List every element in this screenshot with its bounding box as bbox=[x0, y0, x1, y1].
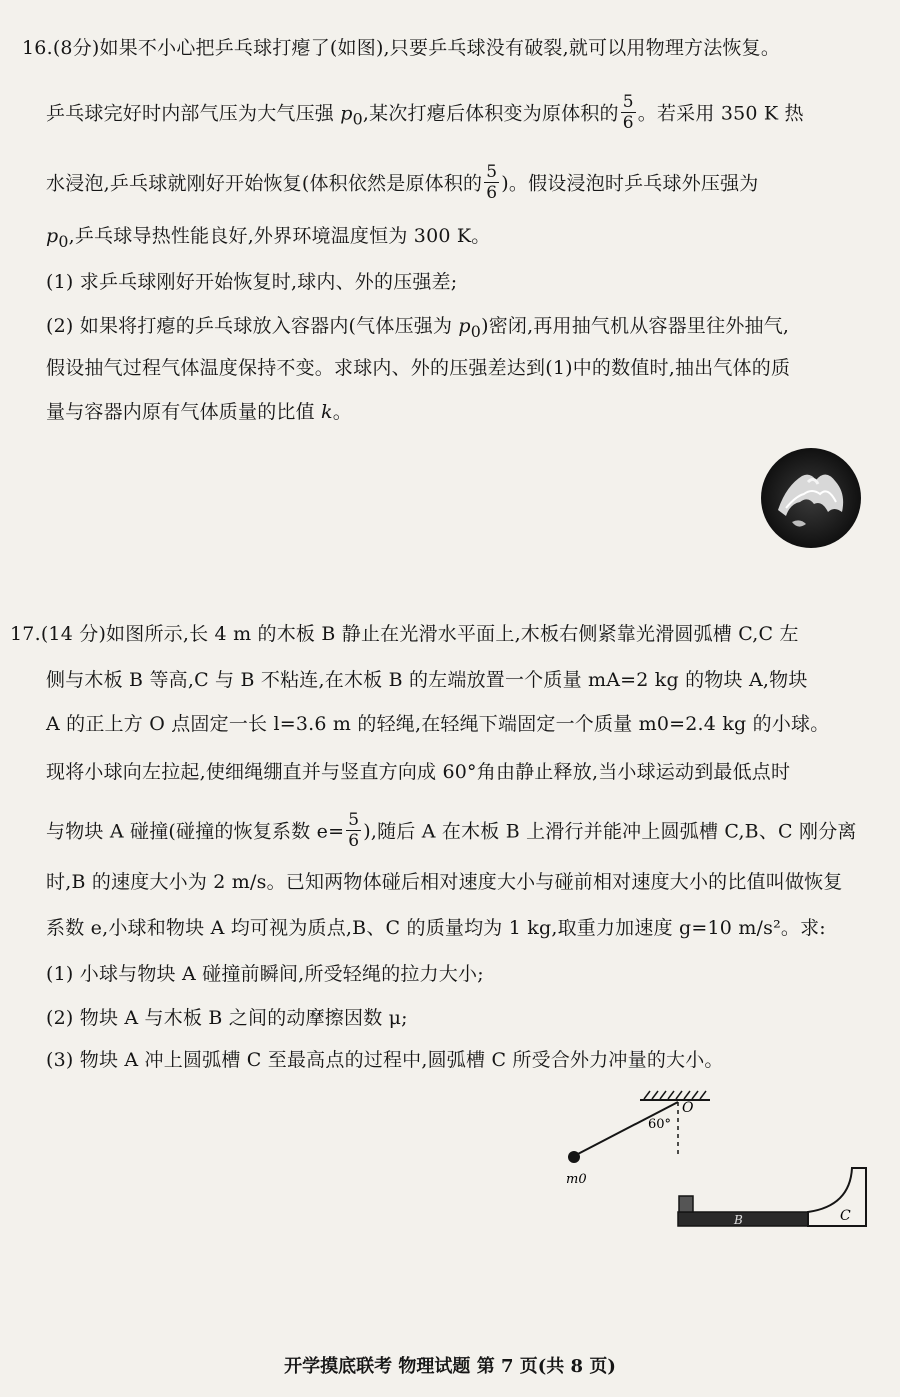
q16-line-4: $p_0$,乒乓球导热性能良好,外界环境温度恒为 300 K。 bbox=[46, 225, 491, 251]
ball-m0 bbox=[568, 1151, 580, 1163]
q16-sub-2-line-2: 假设抽气过程气体温度保持不变。求球内、外的压强差达到(1)中的数值时,抽出气体的质 bbox=[46, 357, 791, 379]
label-angle: 60° bbox=[648, 1117, 672, 1132]
fraction-five-sixths: $\frac{5}{6}$ bbox=[622, 92, 634, 133]
label-B: B bbox=[734, 1213, 743, 1227]
q17-sub-3: (3) 物块 A 冲上圆弧槽 C 至最高点的过程中,圆弧槽 C 所受合外力冲量的大小。 bbox=[46, 1049, 724, 1071]
q17-line-5: 与物块 A 碰撞(碰撞的恢复系数 e= $\frac{5}{6}$ ),随后 A 在木板 B 上滑行并能冲上圆弧槽 C,B、C 刚分离 bbox=[46, 810, 857, 851]
label-m0: m0 bbox=[566, 1172, 587, 1187]
board-B bbox=[678, 1212, 808, 1226]
q16-line-1: 16.(8分)如果不小心把乒乓球打瘪了(如图),只要乒乓球没有破裂,就可以用物理方法恢复。 bbox=[22, 37, 781, 59]
q17-line-4: 现将小球向左拉起,使细绳绷直并与竖直方向成 60°角由静止释放,当小球运动到最低点时 bbox=[46, 761, 791, 783]
q17-line-2: 侧与木板 B 等高,C 与 B 不粘连,在木板 B 的左端放置一个质量 mA=2 kg 的物块 A,物块 bbox=[46, 669, 808, 691]
q17-line-7: 系数 e,小球和物块 A 均可视为质点,B、C 的质量均为 1 kg,取重力加速度 g=10 m/s²。求: bbox=[46, 917, 826, 939]
q16-line-3: 水浸泡,乒乓球就刚好开始恢复(体积依然是原体积的 $\frac{5}{6}$ )。假设浸泡时乒乓球外压强为 bbox=[46, 162, 759, 203]
page-footer: 开学摸底联考 物理试题 第 7 页(共 8 页) bbox=[284, 1356, 616, 1377]
dented-ball-photo bbox=[756, 446, 866, 550]
label-C: C bbox=[840, 1208, 851, 1224]
ceiling-hatch bbox=[644, 1091, 706, 1099]
q17-line-3: A 的正上方 O 点固定一长 l=3.6 m 的轻绳,在轻绳下端固定一个质量 m0=2.4 kg 的小球。 bbox=[46, 713, 830, 735]
q16-line-2: 乒乓球完好时内部气压为大气压强 $p_0$,某次打瘪后体积变为原体积的 $\frac{5}{6}$ 。若采用 350 K 热 bbox=[46, 92, 804, 133]
fraction-five-sixths: $\frac{5}{6}$ bbox=[486, 162, 498, 203]
arc-trough-C bbox=[808, 1168, 866, 1226]
q16-sub-2-line-3: 量与容器内原有气体质量的比值 k。 bbox=[46, 401, 352, 423]
q17-line-1: 17.(14 分)如图所示,长 4 m 的木板 B 静止在光滑水平面上,木板右侧紧靠光滑圆弧槽 C,C 左 bbox=[10, 623, 799, 645]
label-O: O bbox=[682, 1100, 694, 1116]
fraction-five-sixths: $\frac{5}{6}$ bbox=[348, 810, 360, 851]
q17-sub-1: (1) 小球与物块 A 碰撞前瞬间,所受轻绳的拉力大小; bbox=[46, 963, 484, 985]
q17-line-6: 时,B 的速度大小为 2 m/s。已知两物体碰后相对速度大小与碰前相对速度大小的比值叫做恢复 bbox=[46, 871, 843, 893]
block-A bbox=[679, 1196, 693, 1212]
q16-sub-1: (1) 求乒乓球刚好开始恢复时,球内、外的压强差; bbox=[46, 271, 458, 293]
q17-sub-2: (2) 物块 A 与木板 B 之间的动摩擦因数 μ; bbox=[46, 1007, 408, 1029]
pendulum-board-arc-diagram bbox=[560, 1086, 880, 1236]
q16-sub-2: (2) 如果将打瘪的乒乓球放入容器内(气体压强为 $p_0$)密闭,再用抽气机从容器里往外抽气, bbox=[46, 315, 790, 341]
